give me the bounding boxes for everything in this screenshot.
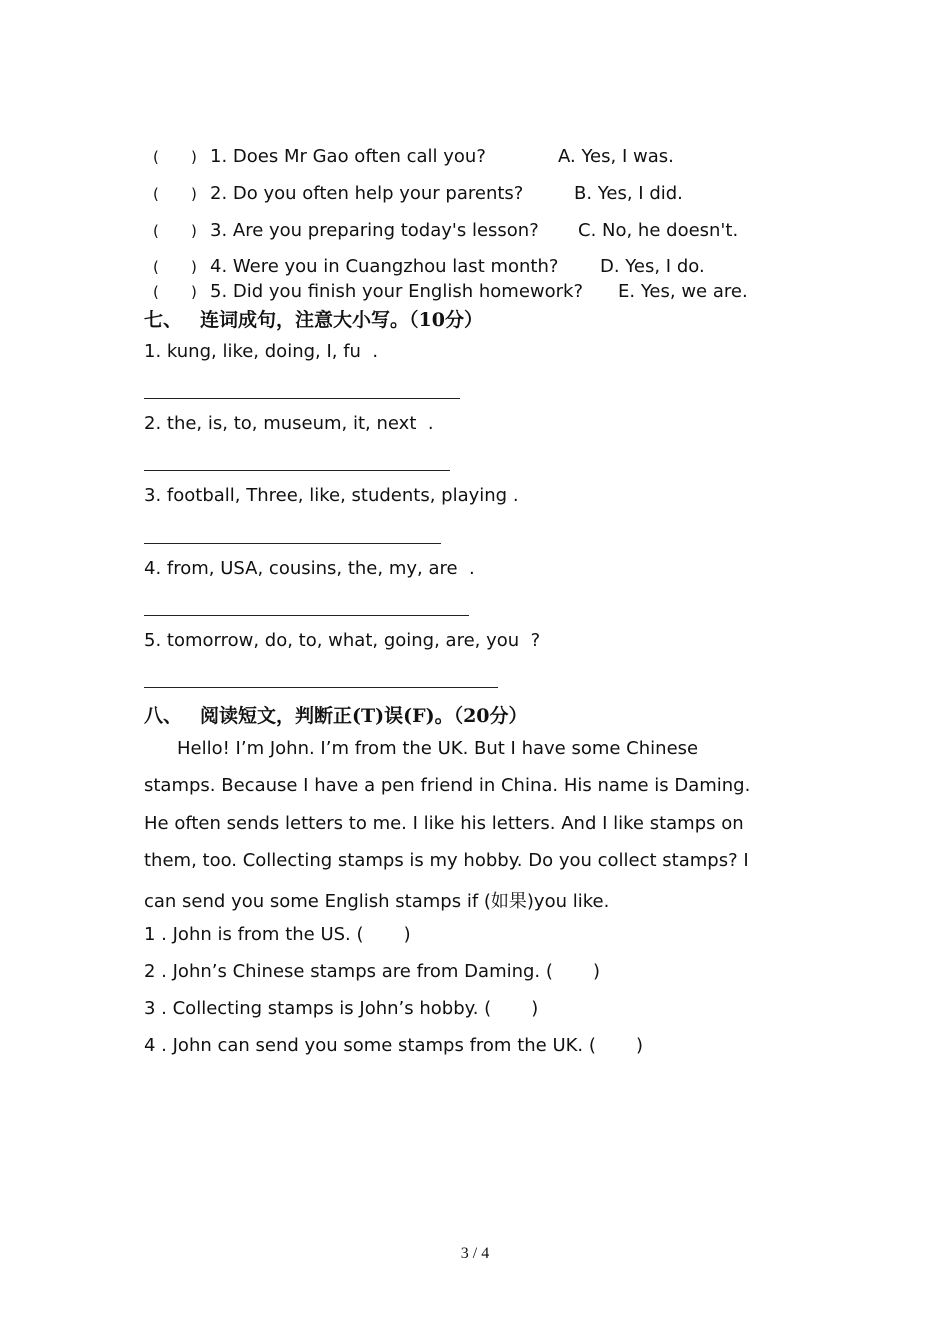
matching-question: 2. Do you often help your parents?: [210, 183, 524, 204]
answer-paren-open: (: [153, 283, 159, 301]
matching-answer: D. Yes, I do.: [600, 256, 705, 277]
passage-line: them, too. Collecting stamps is my hobby. Do you collect stamps? I: [144, 850, 749, 871]
matching-question: 4. Were you in Cuangzhou last month?: [210, 256, 559, 277]
sentence-prompt: 4. from, USA, cousins, the, my, are .: [144, 558, 475, 579]
passage-line: stamps. Because I have a pen friend in China. His name is Daming.: [144, 775, 751, 796]
true-false-question: 4 . John can send you some stamps from the UK. ( ): [144, 1035, 643, 1056]
answer-paren-open: (: [153, 258, 159, 276]
section-number: 八、: [144, 705, 183, 727]
true-false-question: 3 . Collecting stamps is John’s hobby. ( ): [144, 998, 539, 1019]
answer-line[interactable]: [144, 398, 460, 399]
answer-line[interactable]: [144, 687, 498, 688]
matching-answer: E. Yes, we are.: [618, 281, 748, 302]
answer-paren-close: ): [191, 148, 197, 166]
answer-paren-close: ): [191, 222, 197, 240]
matching-question: 3. Are you preparing today's lesson?: [210, 220, 539, 241]
answer-paren-close: ): [191, 283, 197, 301]
sentence-prompt: 2. the, is, to, museum, it, next .: [144, 413, 434, 434]
section-number: 七、: [144, 309, 183, 331]
answer-paren-close: ): [191, 185, 197, 203]
sentence-prompt: 1. kung, like, doing, I, fu .: [144, 341, 379, 362]
section-title: 连词成句，注意大小写。（10分）: [200, 309, 483, 331]
matching-question: 1. Does Mr Gao often call you?: [210, 146, 486, 167]
section-title: 阅读短文，判断正(T)误(F)。（20分）: [200, 705, 528, 727]
answer-paren-open: (: [153, 148, 159, 166]
answer-line[interactable]: [144, 543, 441, 544]
true-false-question: 1 . John is from the US. ( ): [144, 924, 411, 945]
answer-paren-open: (: [153, 185, 159, 203]
matching-answer: A. Yes, I was.: [558, 146, 674, 167]
answer-line[interactable]: [144, 615, 469, 616]
passage-line: can send you some English stamps if (如果)you like.: [144, 891, 610, 912]
matching-answer: C. No, he doesn't.: [578, 220, 739, 241]
passage-line: Hello! I’m John. I’m from the UK. But I have some Chinese: [177, 738, 699, 759]
passage-line: He often sends letters to me. I like his letters. And I like stamps on: [144, 813, 744, 834]
sentence-prompt: 3. football, Three, like, students, playing .: [144, 485, 519, 506]
answer-paren-close: ): [191, 258, 197, 276]
page-number: 3 / 4: [460, 1245, 490, 1262]
matching-question: 5. Did you finish your English homework?: [210, 281, 584, 302]
answer-paren-open: (: [153, 222, 159, 240]
matching-answer: B. Yes, I did.: [574, 183, 683, 204]
true-false-question: 2 . John’s Chinese stamps are from Daming. ( ): [144, 961, 600, 982]
sentence-prompt: 5. tomorrow, do, to, what, going, are, you ?: [144, 630, 541, 651]
answer-line[interactable]: [144, 470, 450, 471]
